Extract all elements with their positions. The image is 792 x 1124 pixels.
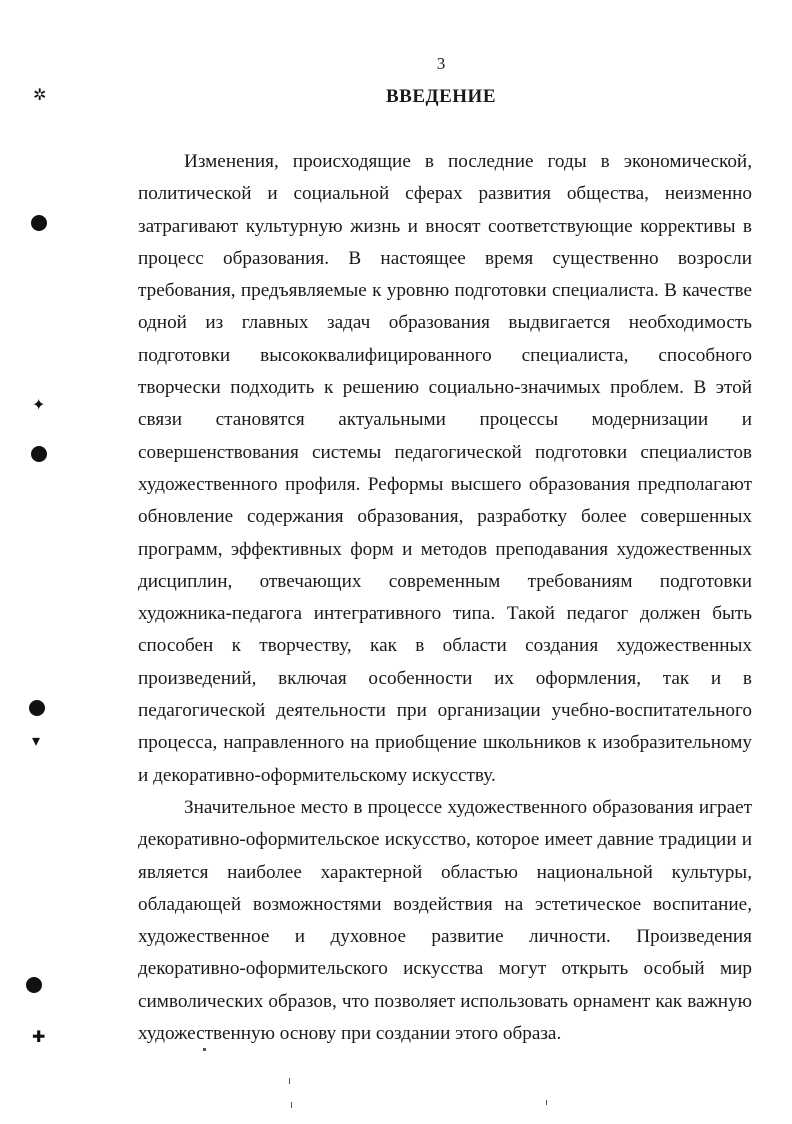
binder-hole-icon: [31, 446, 47, 462]
binder-hole-icon: [29, 700, 45, 716]
paragraph-1: Изменения, происходящие в последние годы в экономической, политической и социальной сферах развития общества, неизменно затрагивают культурную жизнь и вносят соответствующие коррективы в процесс образования. В настоящее время существенно возросли требования, предъявляемые к уровню подготовки специалиста. В качестве одной из главных задач образования выдвигается необходимость подготовки высококвалифицированного специалиста, способного творчески подходить к решению социально-значимых проблем. В этой связи становятся актуальными процессы модернизации и совершенствования системы педагогической подготовки специалистов художественного профиля. Реформы высшего образования предполагают обновление содержания образования, разработку более совершенных программ, эффективных форм и методов преподавания художественных дисциплин, отвечающих современным требованиям подготовки художника-педагога интегративного типа. Такой педагог должен быть способен к творчеству, как в области создания художественных произведений, включая особенности их оформления, так и в педагогической деятельности при организации учебно-воспитательного процесса, направленного на приобщение школьников к изобразительному и декоративно-оформительскому искусству.: [138, 151, 752, 786]
scan-speck: [546, 1100, 547, 1105]
paragraph-2: Значительное место в процессе художественного образования играет декоративно-оформительское искусство, которое имеет давние традиции и является наиболее характерной областью национальной культуры, обладающей возможностями воздействия на эстетическое воспитание, художественное и духовное развитие личности. Произведения декоративно-оформительского искусства могут открыть особый мир символических образов, что позволяет использовать орнамент как важную художественную основу при создании этого образа.: [138, 796, 752, 1045]
document-body: [138, 146, 752, 1050]
scan-speck: [291, 1102, 292, 1108]
binder-hole-icon: [26, 977, 42, 993]
page-title: ВВЕДЕНИЕ: [386, 86, 496, 107]
binder-hole-icon: [31, 215, 47, 231]
scan-speck: [203, 1048, 206, 1051]
binder-mark-icon: ▾: [32, 733, 41, 750]
binder-mark-icon: ✚: [32, 1029, 46, 1046]
scan-speck: [289, 1078, 290, 1084]
binder-mark-icon: ✲: [33, 87, 47, 104]
page-number: 3: [436, 54, 446, 73]
binder-mark-icon: ✦: [32, 397, 46, 414]
